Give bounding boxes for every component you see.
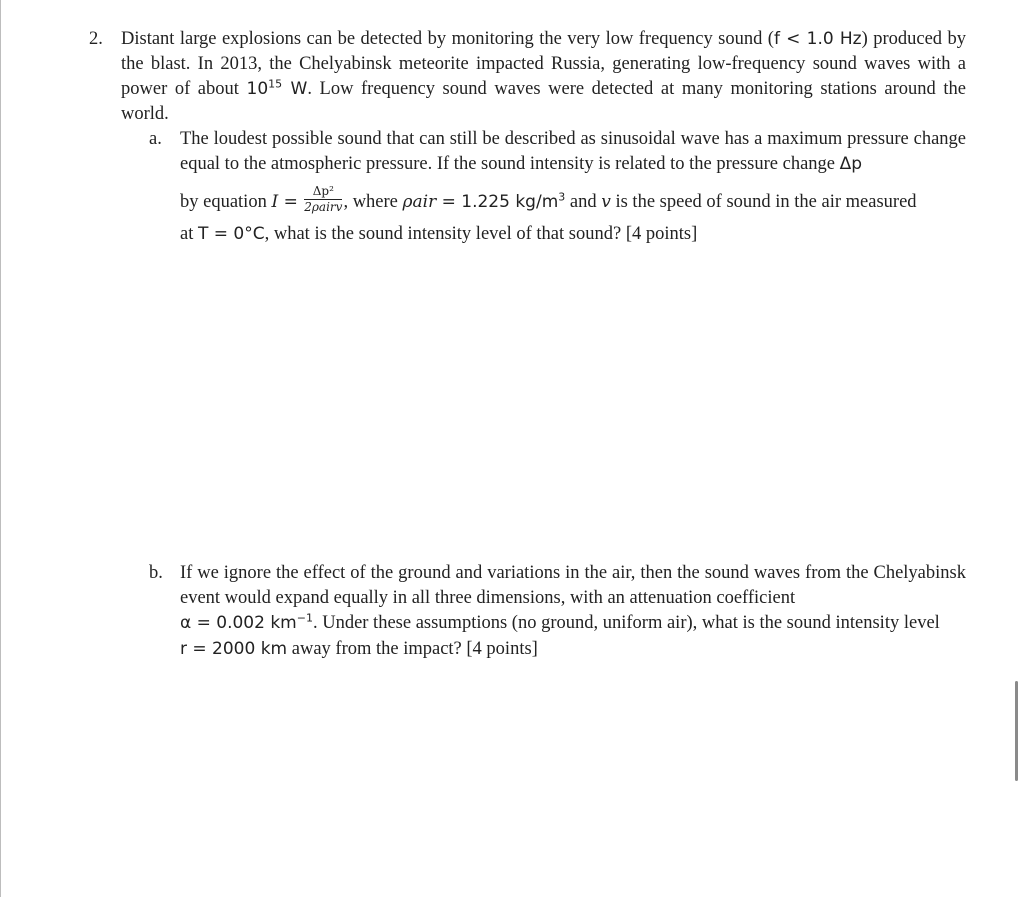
fraction-numerator: Δp² — [304, 185, 342, 200]
intro-text-1: Distant large explosions can be detected by monitoring the very low frequency sound ( — [121, 29, 774, 49]
fraction-denominator: 2ρairv — [304, 200, 343, 214]
power-value: $10^{15}$ W — [246, 77, 308, 99]
distance-expression: r = 2000 km — [180, 639, 288, 659]
part-b-alpha-line: α = 0.002 $km^{-1}$. Under these assumptions (no ground, uniform air), what is the sound intensity level — [180, 611, 940, 633]
part-b-question-line: r = 2000 km away from the impact? [4 points] — [180, 639, 538, 659]
vertical-scrollbar[interactable] — [1015, 681, 1018, 781]
intensity-lhs: I = — [271, 191, 304, 212]
frequency-expression: f < 1.0 Hz — [773, 29, 862, 49]
part-a-label: a. — [149, 129, 162, 149]
part-a-lines-1-2: The loudest possible sound that can still be described as sinusoidal wave has a maximum pressure change equal to the atmospheric pressure. If the sound intensity is related to the pressure change — [180, 129, 966, 174]
question-intro — [121, 27, 966, 127]
part-b-text: If we ignore the effect of the ground and variations in the air, then the sound waves from the Chelyabinsk event would expand equally in all three dimensions, with an attenuation coefficient — [180, 563, 966, 608]
v-symbol: v — [601, 191, 611, 212]
page-left-border — [0, 0, 1, 897]
intro-text-2: ) produced by the blast. In 2013, the Chelyabinsk meteorite impacted Russia, generating low-frequency sound waves with a power of about — [121, 29, 966, 99]
rho-air-value: = 1.225 $kg/m^3$ — [436, 190, 566, 212]
part-a-equation-line: by equation I = $\frac{\text{Δp²}}{\text{2ρairv}}$ , where ρair = 1.225 $kg/m^3$ and v is the speed of sound in the air measured — [180, 184, 917, 214]
intro-text-3: . Low frequency sound waves were detected at many monitoring stations around the world. — [121, 79, 966, 124]
part-b-label: b. — [149, 563, 163, 583]
temperature-expression: T = 0°C — [197, 224, 265, 244]
rho-air-symbol: ρair — [402, 191, 437, 212]
delta-p-symbol: Δp — [839, 154, 863, 174]
intensity-fraction — [304, 185, 342, 214]
part-a-text — [180, 127, 966, 177]
question-number: 2. — [89, 29, 103, 49]
alpha-expression: α = 0.002 $km^{-1}$ — [180, 611, 313, 633]
part-a-question-line: at T = 0°C, what is the sound intensity level of that sound? [4 points] — [180, 224, 698, 244]
